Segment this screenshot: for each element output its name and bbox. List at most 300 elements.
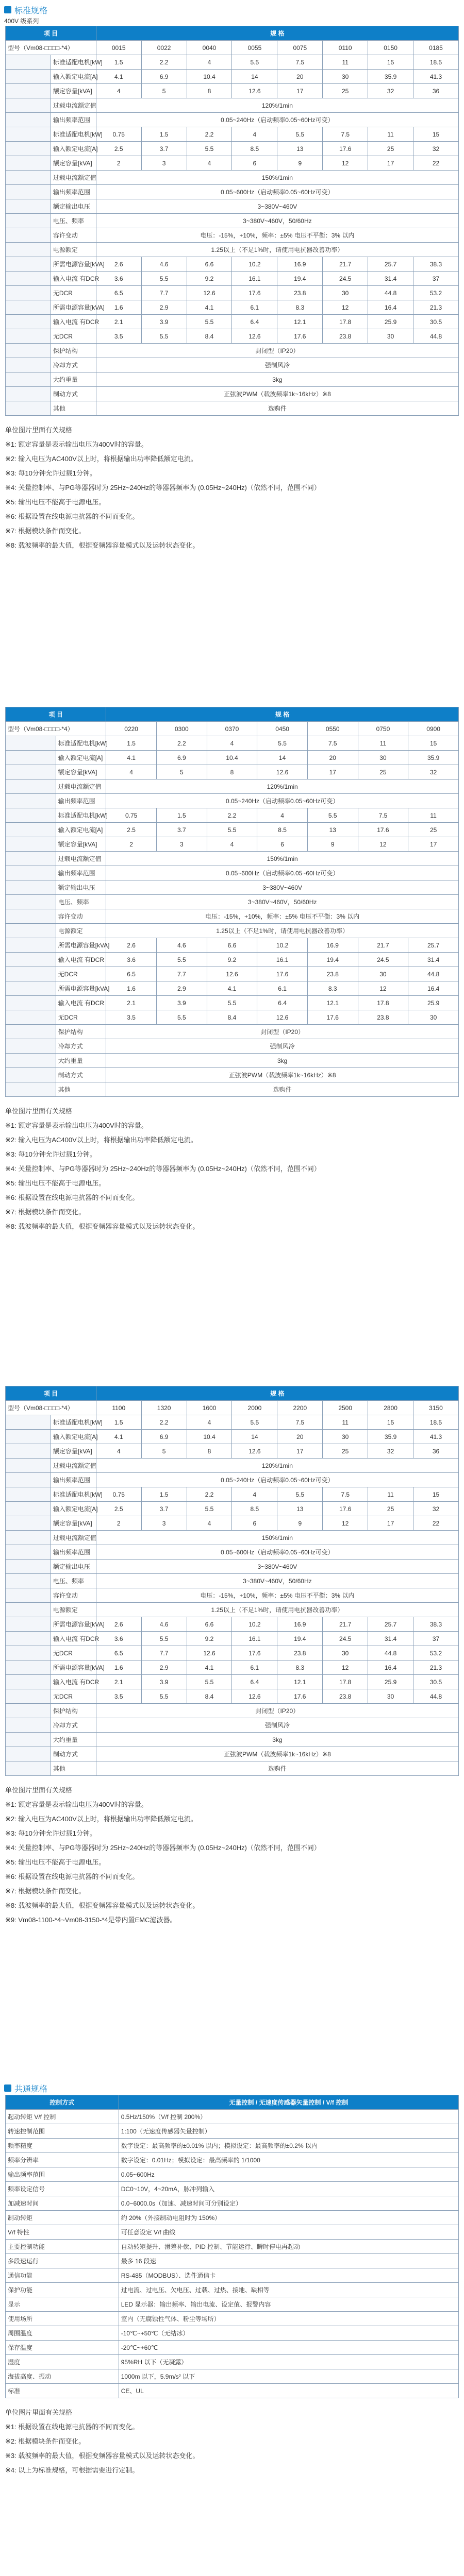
section-subtitle: 400V 级系列: [4, 18, 39, 25]
table-cell: 13: [277, 1502, 323, 1516]
table-cell: 7.5: [277, 1415, 323, 1430]
table-cell: 自动转矩提升、滑差补偿、PID 控制、节能运行、瞬时停电再起动: [119, 2240, 458, 2254]
table-cell: 10.2: [232, 1617, 277, 1632]
table-cell: -10℃~+50℃（无结冰）: [119, 2326, 458, 2341]
table-cell: 转速控制范围: [6, 2124, 119, 2139]
table-cell: 32: [413, 1502, 459, 1516]
note-line: ※2: 根据模块条件而变化。: [5, 2437, 86, 2445]
table-row: [6, 1588, 459, 1603]
table-cell: 选购件: [96, 401, 458, 416]
table-cell: 保护结构: [56, 1025, 106, 1039]
table-cell: 53.2: [413, 286, 459, 300]
table-cell: 电压、频率: [51, 214, 96, 228]
table-cell: 正弦波PWM（载波频率1k~16kHz）※8: [96, 1747, 458, 1761]
table-row: [6, 1502, 459, 1516]
table-cell: 5.5: [141, 272, 187, 286]
table-cell: 17.8: [358, 996, 408, 1010]
table-cell: 无DCR: [51, 329, 96, 344]
table-cell: 17.6: [257, 967, 308, 981]
table-cell: 保护结构: [51, 344, 96, 358]
table-cell: 2.2: [141, 1415, 187, 1430]
table-row: [6, 852, 459, 866]
table-cell: 15: [368, 55, 413, 70]
table-cell: [6, 228, 51, 243]
table-cell: 额定输出电压: [51, 199, 96, 214]
table-cell: 过载电流额定值: [51, 98, 96, 113]
table-cell: 11: [408, 808, 459, 823]
table-cell: 3~380V~460V，50/60Hz: [96, 214, 458, 228]
table-row: [6, 127, 459, 142]
table-cell: 频率分辨率: [6, 2153, 119, 2167]
table-cell: 输入额定电流[A]: [51, 70, 96, 84]
table-cell: 15: [413, 1487, 459, 1502]
table-cell: 6.6: [187, 1617, 232, 1632]
table-cell: 4: [232, 1487, 277, 1502]
table-cell: 44.8: [368, 1646, 413, 1660]
table-cell: 16.1: [257, 953, 308, 967]
table-cell: 5.5: [277, 1487, 323, 1502]
table-row: [6, 1068, 459, 1082]
table-cell: [6, 736, 56, 751]
table-cell: [6, 1502, 51, 1516]
table-row: [6, 214, 459, 228]
table-cell: 8.5: [232, 1502, 277, 1516]
table-cell: 12.1: [277, 315, 323, 329]
table-cell: 11: [323, 1415, 368, 1430]
table-cell: 保护结构: [51, 1704, 96, 1718]
table-row: [6, 2240, 459, 2254]
table-cell: 7.7: [156, 967, 207, 981]
table-cell: 电压：-15%，+10%，频率：±5% 电压不平衡：3% 以内: [96, 1588, 458, 1603]
section-specs-3: [0, 1386, 464, 1927]
note-line: ※2: 输入电压为AC400V以上时，将根据输出功率降低额定电流。: [5, 1815, 197, 1823]
table-row: [6, 1401, 459, 1415]
table-cell: 5.5: [307, 808, 358, 823]
table-cell: [6, 257, 51, 272]
table-cell: [6, 895, 56, 909]
table-cell: 正弦波PWM（载波频率1k~16kHz）※8: [96, 387, 458, 401]
table-cell: [6, 967, 56, 981]
table-cell: [6, 880, 56, 895]
table-row: [6, 808, 459, 823]
table-cell: 23.8: [277, 1646, 323, 1660]
table-cell: [6, 199, 51, 214]
table-cell: [6, 55, 51, 70]
table-cell: 5.5: [207, 996, 257, 1010]
table-row: [6, 372, 459, 387]
table-cell: [6, 1415, 51, 1430]
table-cell: 2800: [368, 1401, 413, 1415]
table-cell: 0.05~600Hz（启动频率0.05~60Hz可变）: [96, 1545, 458, 1560]
table-cell: 4: [207, 837, 257, 852]
table-cell: 标准适配电机[kW]: [51, 1415, 96, 1430]
table-cell: 型号（Vm08-□□□□-*4）: [6, 41, 96, 55]
table-cell: 室内（无腐蚀性气体、粉尘等场所）: [119, 2312, 458, 2326]
table-cell: 17.6: [358, 823, 408, 837]
table-row: [6, 2297, 459, 2312]
table-cell: 强制风冷: [96, 1718, 458, 1733]
table-cell: 17.6: [307, 1010, 358, 1025]
table-cell: 0185: [413, 41, 459, 55]
table-cell: [6, 329, 51, 344]
spec-table-1: [5, 26, 459, 416]
table-cell: 3~380V~460V: [106, 880, 459, 895]
table-cell: 过载电流额定值: [51, 1531, 96, 1545]
table-cell: 0450: [257, 722, 308, 736]
table-cell: 过电流、过电压、欠电压、过载、过热、接地、缺相等: [119, 2283, 458, 2297]
table-cell: 无DCR: [51, 286, 96, 300]
table-cell: 4: [187, 1516, 232, 1531]
table-row: [6, 315, 459, 329]
note-line: ※7: 根据模块条件而变化。: [5, 527, 86, 535]
table-cell: 44.8: [408, 967, 459, 981]
note-line: ※6: 根据设置在线电源电抗器的不同而变化。: [5, 1194, 139, 1201]
table-row: [6, 199, 459, 214]
note-line: ※3: 载波频率的最大值，根据变频器容量模式以及运转状态变化。: [5, 2452, 200, 2460]
table-cell: 11: [358, 736, 408, 751]
table-cell: [6, 1444, 51, 1459]
table-header-row: [6, 2095, 459, 2110]
notes-3: [0, 1783, 459, 1927]
table-cell: 0.75: [106, 808, 157, 823]
table-cell: 1320: [141, 1401, 187, 1415]
table-cell: 容许变动: [56, 909, 106, 924]
table-cell: 25.9: [368, 315, 413, 329]
table-cell: 11: [368, 1487, 413, 1502]
table-cell: 0110: [323, 41, 368, 55]
table-cell: 选购件: [106, 1082, 459, 1097]
table-cell: 0.05~600Hz（启动频率0.05~60Hz可变）: [96, 185, 458, 199]
table-cell: 0900: [408, 722, 459, 736]
table-cell: 起动转矩 V/f 控制: [6, 2110, 119, 2124]
table-cell: 4.1: [187, 1660, 232, 1675]
table-row: [6, 1415, 459, 1430]
table-cell: 无量控制 / 无速度传感器矢量控制 / V/f 控制: [119, 2095, 458, 2110]
table-cell: 所需电源容量[kVA]: [51, 257, 96, 272]
table-cell: 封闭型（IP20）: [96, 1704, 458, 1718]
table-cell: 21.3: [413, 300, 459, 315]
table-cell: 电源额定: [51, 243, 96, 257]
table-cell: 3~380V~460V，50/60Hz: [106, 895, 459, 909]
table-cell: [6, 98, 51, 113]
table-cell: 6.4: [232, 315, 277, 329]
table-row: [6, 1675, 459, 1689]
table-cell: [6, 70, 51, 84]
table-cell: 额定容量[kVA]: [51, 1444, 96, 1459]
table-cell: 6.9: [141, 1430, 187, 1444]
section-icon: [4, 2084, 11, 2092]
table-cell: [6, 1747, 51, 1761]
table-cell: 4.1: [96, 1430, 141, 1444]
table-cell: 17.6: [232, 286, 277, 300]
table-cell: 使用场所: [6, 2312, 119, 2326]
table-cell: 2: [96, 1516, 141, 1531]
table-cell: 7.7: [141, 286, 187, 300]
table-cell: 主要控制功能: [6, 2240, 119, 2254]
table-row: [6, 171, 459, 185]
table-cell: 30: [323, 70, 368, 84]
table-cell: [6, 866, 56, 880]
note-line: 单位图片里面有关规格: [5, 2409, 73, 2416]
table-row: [6, 2341, 459, 2355]
table-cell: 16.1: [232, 1632, 277, 1646]
table-cell: 输入电流 有DCR: [51, 272, 96, 286]
table-cell: 8.4: [187, 1689, 232, 1704]
table-cell: 6.6: [187, 257, 232, 272]
table-cell: 37: [413, 1632, 459, 1646]
table-cell: 0022: [141, 41, 187, 55]
table-cell: [6, 751, 56, 765]
table-cell: 1.25以上（不足1%时，请使用电抗器改善功率）: [106, 924, 459, 938]
table-row: [6, 953, 459, 967]
table-cell: 额定输出电压: [51, 1560, 96, 1574]
table-cell: [6, 1603, 51, 1617]
table-cell: 7.7: [141, 1646, 187, 1660]
table-row: [6, 84, 459, 98]
table-cell: 输出频率范围: [51, 1473, 96, 1487]
table-cell: 16.1: [232, 272, 277, 286]
table-cell: 4.1: [106, 751, 157, 765]
table-cell: 12: [323, 300, 368, 315]
table-cell: 输出频率范围: [51, 1545, 96, 1560]
table-cell: 2: [106, 837, 157, 852]
table-cell: 17.8: [323, 315, 368, 329]
table-cell: 额定容量[kVA]: [51, 156, 96, 171]
table-row: [6, 1444, 459, 1459]
note-line: ※1: 额定容量是表示输出电压为400V时的容量。: [5, 440, 148, 448]
table-cell: [6, 1560, 51, 1574]
table-cell: 制动方式: [51, 1747, 96, 1761]
table-cell: 8.3: [277, 300, 323, 315]
table-cell: 制动方式: [51, 387, 96, 401]
table-cell: [6, 1025, 56, 1039]
table-row: [6, 967, 459, 981]
table-cell: 6: [257, 837, 308, 852]
spec-table-3: [5, 1386, 459, 1776]
table-row: [6, 2268, 459, 2283]
table-cell: [6, 823, 56, 837]
section-common-specs: [0, 2081, 464, 2478]
table-cell: [6, 1617, 51, 1632]
table-cell: 12.1: [277, 1675, 323, 1689]
table-cell: [6, 794, 56, 808]
table-cell: 2.6: [96, 257, 141, 272]
table-row: [6, 779, 459, 794]
table-cell: 12: [323, 156, 368, 171]
table-row: [6, 1531, 459, 1545]
table-row: [6, 1704, 459, 1718]
table-cell: 2200: [277, 1401, 323, 1415]
table-cell: [6, 938, 56, 953]
table-cell: 大约重量: [56, 1054, 106, 1068]
table-cell: 6: [232, 1516, 277, 1531]
table-cell: [6, 1675, 51, 1689]
table-cell: 0.05~240Hz（启动频率0.05~60Hz可变）: [96, 1473, 458, 1487]
table-cell: [6, 852, 56, 866]
table-cell: [6, 214, 51, 228]
table-cell: 可任意设定 V/f 曲线: [119, 2225, 458, 2240]
table-cell: 4: [257, 808, 308, 823]
table-cell: 强制风冷: [96, 358, 458, 372]
table-cell: 19.4: [277, 1632, 323, 1646]
table-cell: 4: [106, 765, 157, 779]
section-title: 共通规格: [14, 2084, 48, 2094]
table-cell: 过载电流额定值: [51, 1459, 96, 1473]
table-cell: 输入电流 有DCR: [51, 1632, 96, 1646]
table-cell: 15: [413, 127, 459, 142]
table-cell: 41.3: [413, 1430, 459, 1444]
table-cell: 2.9: [141, 300, 187, 315]
table-cell: 32: [413, 142, 459, 156]
note-line: ※2: 输入电压为AC400V以上时，将根据输出功率降低额定电流。: [5, 455, 197, 463]
table-cell: 制动方式: [56, 1068, 106, 1082]
table-cell: 规 格: [96, 26, 458, 41]
table-cell: 12: [323, 1660, 368, 1675]
table-cell: 1000m 以下，5.9m/s² 以下: [119, 2369, 458, 2384]
table-cell: 17: [307, 765, 358, 779]
table-cell: 2.2: [207, 808, 257, 823]
note-line: ※3: 每10分钟允许过载1分钟。: [5, 469, 97, 477]
table-cell: [6, 372, 51, 387]
table-cell: 所需电源容量[kVA]: [56, 938, 106, 953]
table-cell: 20: [307, 751, 358, 765]
table-cell: [6, 142, 51, 156]
table-cell: 30: [323, 1646, 368, 1660]
table-cell: 3kg: [96, 1733, 458, 1747]
table-header-row: [6, 707, 459, 722]
table-cell: 电压：-15%，+10%，频率：±5% 电压不平衡：3% 以内: [106, 909, 459, 924]
table-cell: 30.5: [413, 315, 459, 329]
table-cell: 6.6: [207, 938, 257, 953]
table-cell: 正弦波PWM（载波频率1k~16kHz）※8: [106, 1068, 459, 1082]
table-cell: 5.5: [187, 1502, 232, 1516]
table-cell: 17.6: [323, 142, 368, 156]
table-cell: 2.6: [96, 1617, 141, 1632]
table-cell: 所需电源容量[kVA]: [56, 981, 106, 996]
table-cell: 15: [368, 1415, 413, 1430]
table-cell: 44.8: [413, 329, 459, 344]
note-line: ※5: 输出电压不能高于电源电压。: [5, 498, 106, 506]
table-cell: 36: [413, 1444, 459, 1459]
table-cell: 6.9: [156, 751, 207, 765]
table-cell: 8.5: [232, 142, 277, 156]
table-row: [6, 722, 459, 736]
table-cell: 2000: [232, 1401, 277, 1415]
table-row: [6, 1574, 459, 1588]
table-cell: 容许变动: [51, 1588, 96, 1603]
table-cell: 30: [368, 329, 413, 344]
table-cell: 4.1: [207, 981, 257, 996]
table-cell: [6, 981, 56, 996]
section-standard-specs: [0, 3, 464, 553]
table-cell: 4.1: [187, 300, 232, 315]
table-cell: 项 目: [6, 26, 96, 41]
table-cell: 海拔高度、振动: [6, 2369, 119, 2384]
table-cell: 4.6: [141, 1617, 187, 1632]
table-cell: 无DCR: [51, 1689, 96, 1704]
table-cell: 6.4: [232, 1675, 277, 1689]
table-cell: 4: [232, 127, 277, 142]
table-cell: 19.4: [307, 953, 358, 967]
table-row: [6, 1646, 459, 1660]
table-cell: 17: [368, 156, 413, 171]
table-cell: 17: [408, 837, 459, 852]
table-cell: 0150: [368, 41, 413, 55]
table-cell: 2.2: [156, 736, 207, 751]
table-cell: [6, 1473, 51, 1487]
table-cell: 3~380V~460V，50/60Hz: [96, 1574, 458, 1588]
table-cell: 所需电源容量[kVA]: [51, 300, 96, 315]
table-row: [6, 880, 459, 895]
note-line: ※4: 关量控制率、与PG等器器时为 25Hz~240Hz的等器器频率为 (0.05Hz~240Hz)（依然不同，范围不同）: [5, 484, 321, 492]
table-cell: 2.5: [106, 823, 157, 837]
table-cell: 10.4: [207, 751, 257, 765]
table-cell: 其他: [56, 1082, 106, 1097]
table-row: [6, 765, 459, 779]
table-cell: 2.5: [96, 1502, 141, 1516]
table-cell: 21.7: [323, 257, 368, 272]
table-cell: [6, 358, 51, 372]
table-header-row: [6, 26, 459, 41]
table-cell: 7.5: [358, 808, 408, 823]
note-line: ※8: 载波频率的最大值，根据变频器容量模式以及运转状态变化。: [5, 1223, 200, 1230]
table-cell: V/f 特性: [6, 2225, 119, 2240]
table-cell: 2.1: [96, 315, 141, 329]
table-cell: 规 格: [96, 1386, 458, 1401]
table-cell: 37: [413, 272, 459, 286]
table-row: [6, 736, 459, 751]
table-cell: 3~380V~460V: [96, 199, 458, 214]
table-cell: 1.5: [141, 1487, 187, 1502]
table-row: [6, 1733, 459, 1747]
table-row: [6, 2153, 459, 2167]
table-row: [6, 909, 459, 924]
table-cell: 容许变动: [51, 228, 96, 243]
table-cell: 选购件: [96, 1761, 458, 1776]
table-row: [6, 2254, 459, 2268]
table-cell: 大约重量: [51, 1733, 96, 1747]
table-cell: 制动转矩: [6, 2211, 119, 2225]
table-cell: 标准适配电机[kW]: [51, 55, 96, 70]
table-cell: 额定容量[kVA]: [56, 837, 106, 852]
table-cell: 6.1: [232, 1660, 277, 1675]
table-cell: 8.3: [277, 1660, 323, 1675]
table-cell: 输入电流 有DCR: [56, 953, 106, 967]
table-cell: [6, 1660, 51, 1675]
table-cell: [6, 1646, 51, 1660]
table-cell: 35.9: [408, 751, 459, 765]
table-cell: 31.4: [408, 953, 459, 967]
table-cell: 13: [277, 142, 323, 156]
table-cell: 10.4: [187, 1430, 232, 1444]
table-cell: 标准: [6, 2384, 119, 2398]
table-cell: RS-485（MODBUS）、选件通信卡: [119, 2268, 458, 2283]
table-row: [6, 329, 459, 344]
note-line: ※8: 载波频率的最大值，根据变频器容量模式以及运转状态变化。: [5, 1902, 200, 1909]
table-cell: 冷却方式: [51, 1718, 96, 1733]
table-cell: 输入额定电流[A]: [51, 1502, 96, 1516]
table-cell: 所需电源容量[kVA]: [51, 1660, 96, 1675]
table-cell: 输出频率范围: [51, 185, 96, 199]
table-cell: 12.6: [232, 1689, 277, 1704]
table-row: [6, 185, 459, 199]
note-line: ※1: 额定容量是表示输出电压为400V时的容量。: [5, 1801, 148, 1808]
table-row: [6, 794, 459, 808]
table-cell: 2.6: [106, 938, 157, 953]
table-row: [6, 41, 459, 55]
table-cell: [6, 171, 51, 185]
table-cell: 38.3: [413, 1617, 459, 1632]
